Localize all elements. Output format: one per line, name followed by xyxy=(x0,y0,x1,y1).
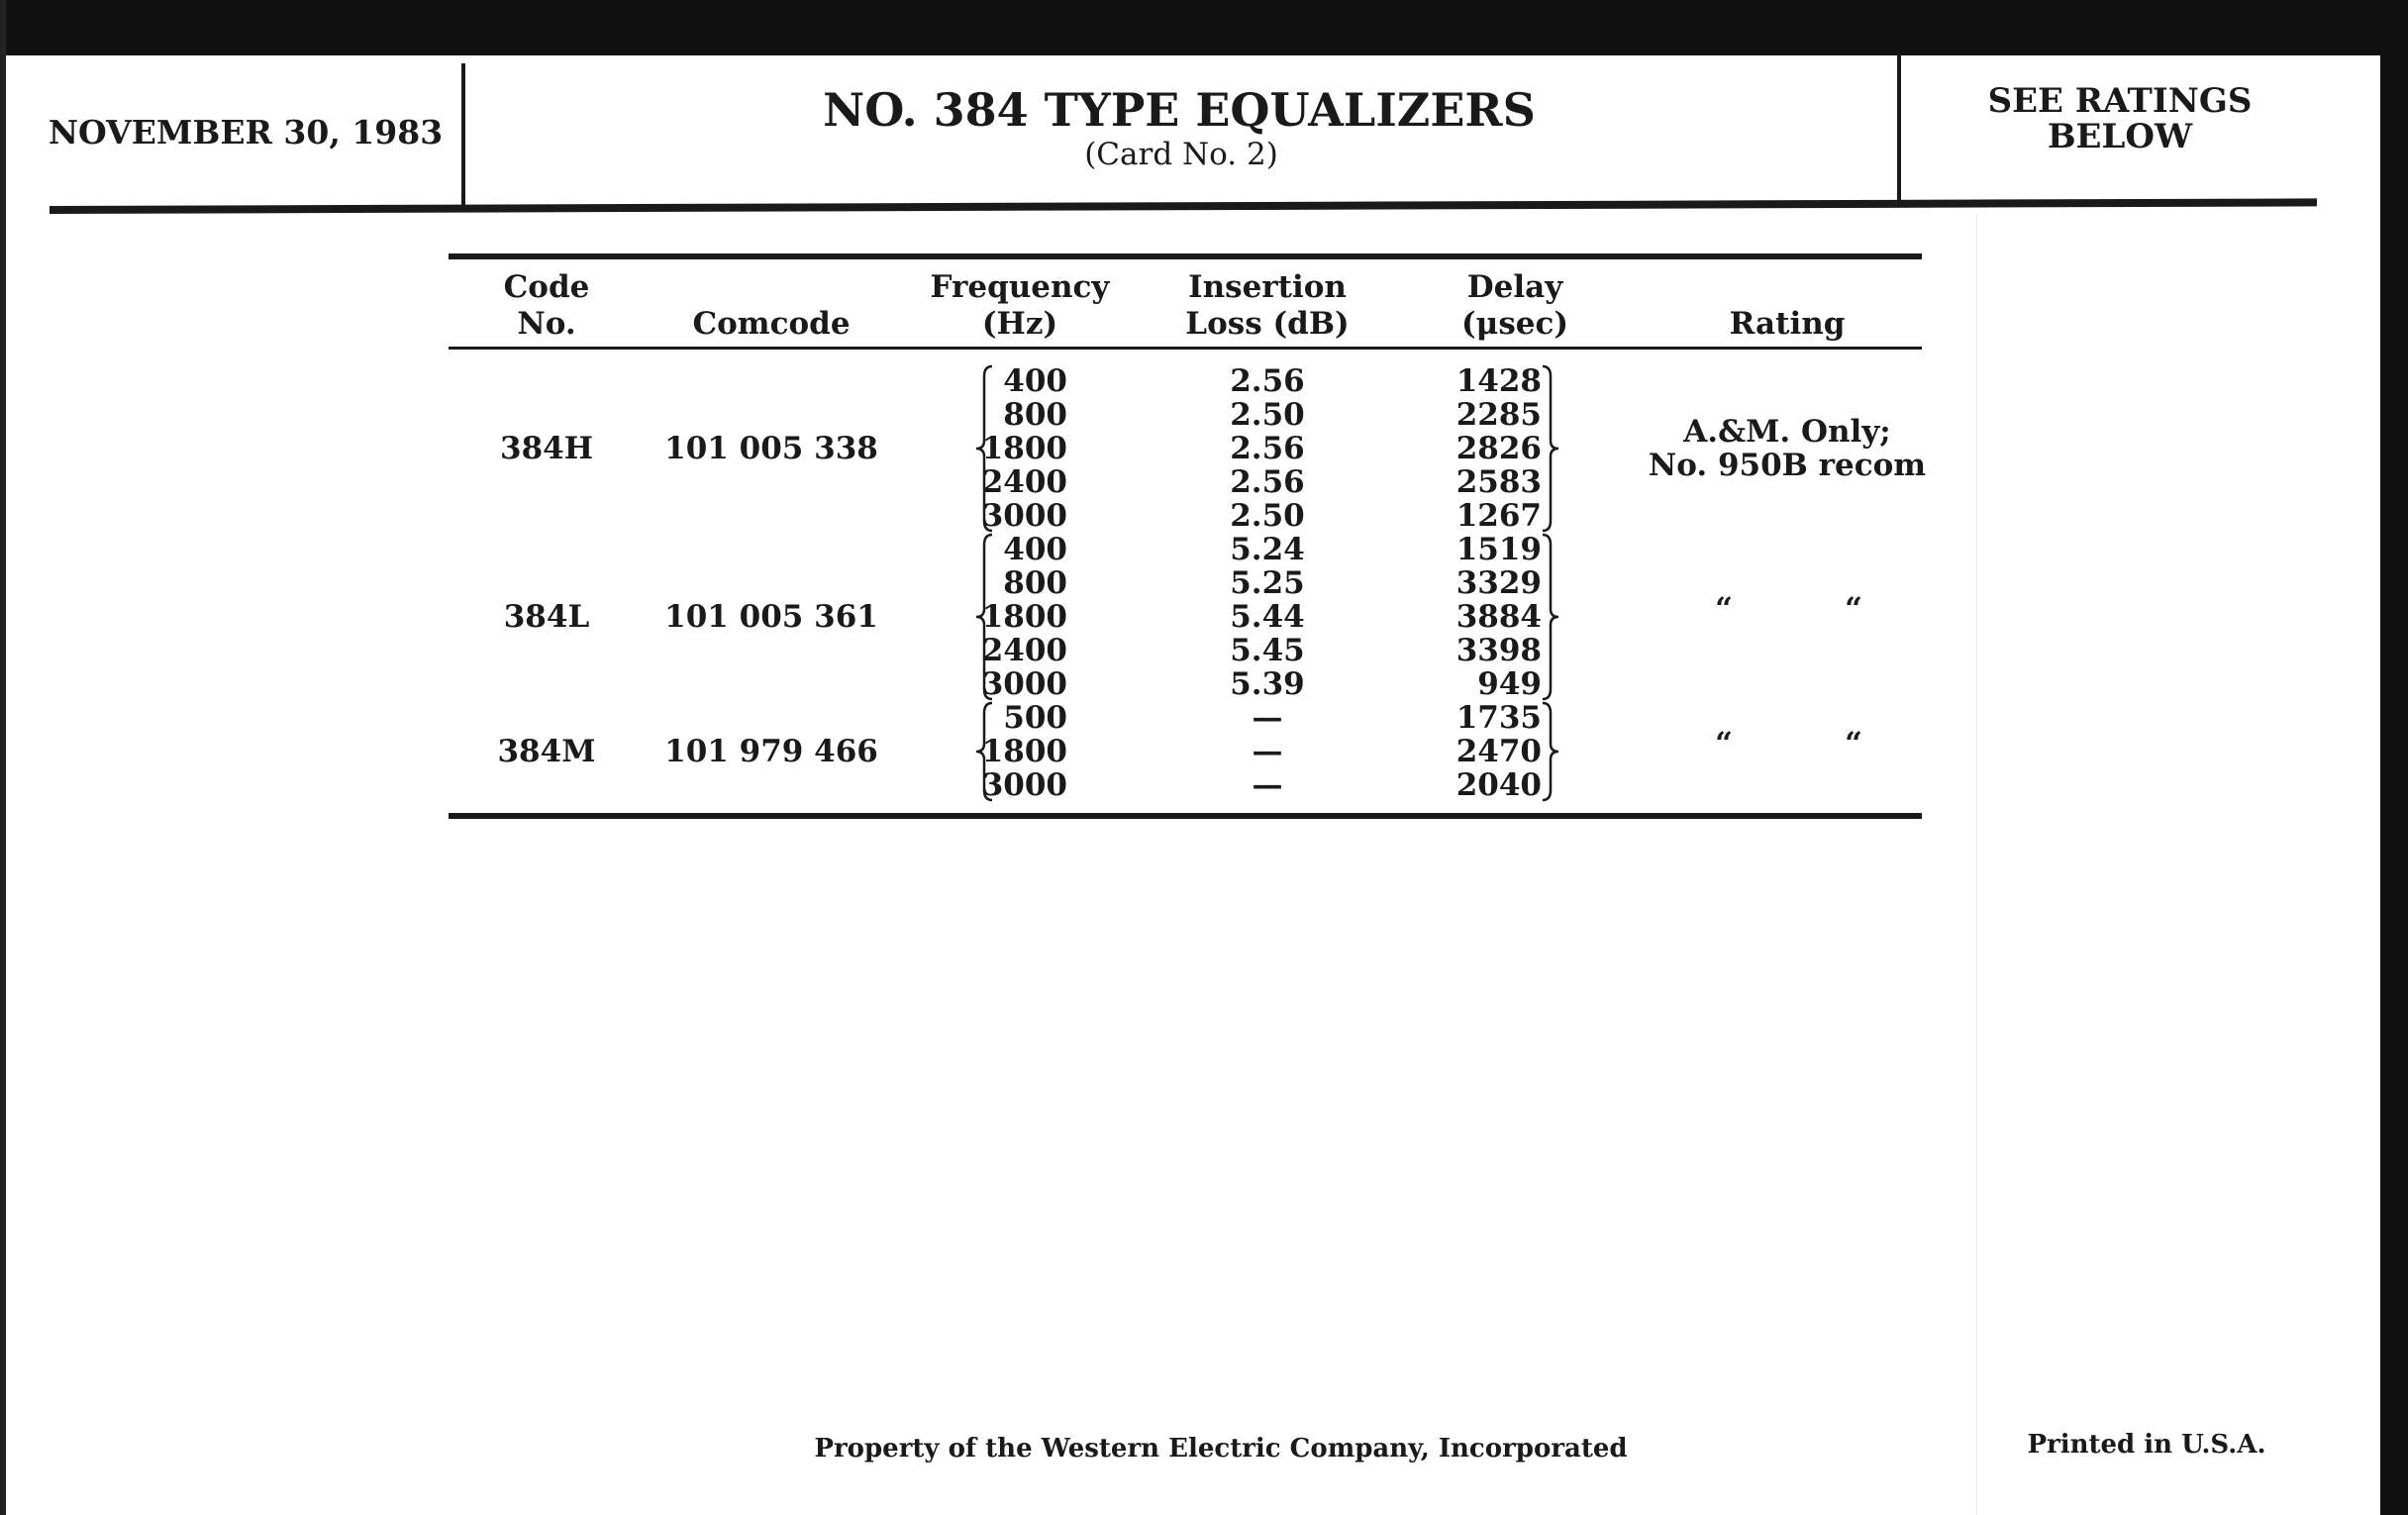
insertion-loss-value: 2.50 xyxy=(1230,498,1305,534)
insertion-loss-value: 5.25 xyxy=(1230,565,1305,601)
delay-value: 2583 xyxy=(1455,464,1542,500)
delay-value: 1735 xyxy=(1455,700,1542,736)
right-brace xyxy=(1543,366,1558,531)
ditto-mark: “ xyxy=(1715,591,1733,627)
frequency-value: 2400 xyxy=(981,633,1067,668)
right-brace xyxy=(1543,703,1558,800)
delay-value: 2470 xyxy=(1455,734,1542,769)
delay-value: 1267 xyxy=(1455,498,1542,534)
column-header-comcode-line2: Comcode xyxy=(692,306,851,342)
delay-value: 2826 xyxy=(1455,431,1542,466)
delay-value: 3884 xyxy=(1455,599,1542,635)
delay-value: 949 xyxy=(1477,666,1542,702)
delay-value: 1428 xyxy=(1455,363,1542,399)
insertion-loss-value: 5.44 xyxy=(1230,599,1305,635)
comcode: 101 005 338 xyxy=(664,431,878,466)
delay-value: 1519 xyxy=(1455,532,1542,567)
insertion-loss-value: 2.50 xyxy=(1230,397,1305,433)
column-header-insertion-loss-line1: Insertion xyxy=(1188,269,1347,305)
insertion-loss-value: 2.56 xyxy=(1230,464,1305,500)
footer-printed: Printed in U.S.A. xyxy=(2027,1430,2266,1460)
frequency-value: 800 xyxy=(1003,565,1067,601)
ratings-note-line1: SEE RATINGS xyxy=(1987,81,2253,121)
column-header-insertion-loss-line2: Loss (dB) xyxy=(1185,306,1350,342)
code-number: 384L xyxy=(503,599,590,635)
ditto-mark: “ xyxy=(1715,726,1733,761)
column-header-rating-line2: Rating xyxy=(1729,306,1846,342)
frequency-value: 1800 xyxy=(981,734,1067,769)
delay-value: 2040 xyxy=(1455,767,1542,803)
card-date: NOVEMBER 30, 1983 xyxy=(48,113,444,152)
insertion-loss-value: — xyxy=(1252,767,1283,803)
frequency-value: 1800 xyxy=(981,599,1067,635)
insertion-loss-value: 5.39 xyxy=(1230,666,1305,702)
frequency-value: 3000 xyxy=(981,767,1067,803)
ditto-mark: “ xyxy=(1845,591,1862,627)
comcode: 101 005 361 xyxy=(664,599,878,635)
insertion-loss-value: — xyxy=(1252,700,1283,736)
insertion-loss-value: 2.56 xyxy=(1230,363,1305,399)
insertion-loss-value: 5.45 xyxy=(1230,633,1305,668)
ratings-note-line2: BELOW xyxy=(2047,117,2193,156)
delay-value: 3398 xyxy=(1455,633,1542,668)
column-header-delay-line1: Delay xyxy=(1466,269,1563,305)
frequency-value: 800 xyxy=(1003,397,1067,433)
right-brace xyxy=(1543,535,1558,699)
delay-value: 3329 xyxy=(1455,565,1542,601)
frequency-value: 400 xyxy=(1003,363,1067,399)
frequency-value: 400 xyxy=(1003,532,1067,567)
footer-property: Property of the Western Electric Company, Incorporated xyxy=(814,1434,1628,1464)
frequency-value: 1800 xyxy=(981,431,1067,466)
code-number: 384M xyxy=(497,734,596,769)
comcode: 101 979 466 xyxy=(664,734,878,769)
insertion-loss-value: — xyxy=(1252,734,1283,769)
code-number: 384H xyxy=(500,431,593,466)
column-header-frequency-line2: (Hz) xyxy=(981,306,1058,342)
frequency-value: 2400 xyxy=(981,464,1067,500)
column-header-code-line1: Code xyxy=(503,269,590,305)
frequency-value: 3000 xyxy=(981,498,1067,534)
column-header-frequency-line1: Frequency xyxy=(930,269,1110,305)
delay-value: 2285 xyxy=(1455,397,1542,433)
card-title: NO. 384 TYPE EQUALIZERS xyxy=(823,83,1536,137)
insertion-loss-value: 2.56 xyxy=(1230,431,1305,466)
insertion-loss-value: 5.24 xyxy=(1230,532,1305,567)
frequency-value: 3000 xyxy=(981,666,1067,702)
rating-line2: No. 950B recom xyxy=(1648,448,1927,483)
column-header-delay-line2: (μsec) xyxy=(1460,306,1569,342)
column-header-code-line2: No. xyxy=(517,306,576,342)
ditto-mark: “ xyxy=(1845,726,1862,761)
rating-line1: A.&M. Only; xyxy=(1683,414,1891,450)
frequency-value: 500 xyxy=(1003,700,1067,736)
card-subtitle: (Card No. 2) xyxy=(1084,137,1278,172)
